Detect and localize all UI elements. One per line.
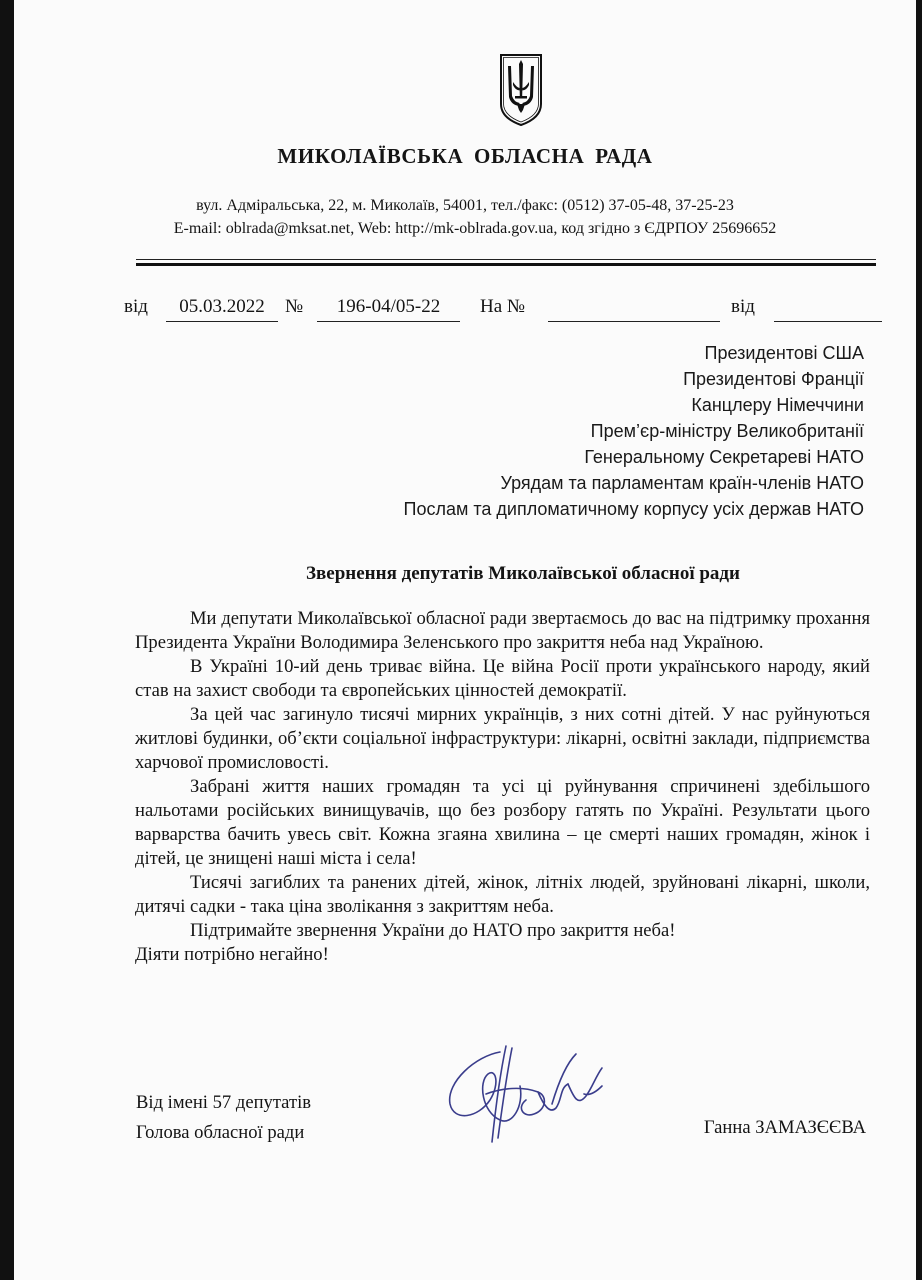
reply-number-field (548, 296, 720, 322)
header-divider-thin (136, 259, 876, 260)
header-divider-thick (136, 263, 876, 266)
reply-number-label: На № (480, 296, 526, 317)
web-email-line: E-mail: oblrada@mksat.net, Web: http://mk-oblrada.gov.ua, код згідно з ЄДРПОУ 25696652 (173, 220, 777, 237)
document-number: 196-04/05-22 (317, 296, 460, 322)
number-label: № (285, 296, 304, 317)
date-label: від (124, 296, 148, 317)
recipient-item: Прем’єр-міністру Великобританії (590, 421, 864, 441)
body-paragraph: Ми депутати Миколаївської обласної ради звертаємось до вас на підтримку прохання Президента України Володимира Зеленського про закриття неба над Україною. (135, 608, 870, 653)
handwritten-signature-icon (426, 1034, 626, 1152)
appeal-title: Звернення депутатів Миколаївської обласної ради (306, 563, 740, 584)
body-paragraph: В Україні 10-ий день триває війна. Це війна Росії проти українського народу, який став на захист свободи та європейських цінностей демократії. (135, 656, 870, 701)
closing-line: Діяти потрібно негайно! (135, 944, 329, 965)
trident-coat-of-arms-icon (498, 52, 544, 128)
reply-date-field (774, 296, 882, 322)
recipient-item: Послам та дипломатичному корпусу усіх держав НАТО (403, 499, 864, 519)
body-paragraph: Забрані життя наших громадян та усі ці руйнування спричинені здебільшого нальотами російських винищувачів, що без розбору гатять по Україні. Результати цього варварства бачить увесь світ. Кожна згаяна хвилина – це смерті наших громадян, жінок і дітей, це знищені наші міста і села! (135, 776, 870, 869)
contact-details (14, 194, 916, 240)
recipient-item: Президентові Франції (683, 369, 864, 389)
recipient-item: Президентові США (704, 343, 864, 363)
recipient-list (404, 340, 864, 522)
signatory-position: Голова обласної ради (136, 1122, 305, 1143)
signatory-block (136, 1088, 311, 1148)
recipient-item: Генеральному Секретареві НАТО (584, 447, 864, 467)
signatory-name: Ганна ЗАМАЗЄЄВА (703, 1117, 866, 1138)
appeal-body (135, 607, 870, 967)
body-paragraph: Тисячі загиблих та ранених дітей, жінок, літніх людей, зруйновані лікарні, школи, дитячі садки - така ціна зволікання з закриттям неба. (135, 872, 870, 917)
organization-name: МИКОЛАЇВСЬКА ОБЛАСНА РАДА (277, 144, 653, 168)
letter-page (14, 0, 916, 1280)
reply-date-label: від (731, 296, 755, 317)
on-behalf-line: Від імені 57 депутатів (136, 1092, 312, 1113)
body-paragraph: Підтримайте звернення України до НАТО про закриття неба! (190, 920, 676, 941)
body-paragraph: За цей час загинуло тисячі мирних українців, з них сотні дітей. У нас руйнуються житлові будинки, об’єкти соціальної інфраструктури: лікарні, освітні заклади, підприємства харчової промисловості. (135, 704, 870, 773)
recipient-item: Урядам та парламентам країн-членів НАТО (500, 473, 864, 493)
address-line: вул. Адміральська, 22, м. Миколаїв, 54001, тел./факс: (0512) 37-05-48, 37-25-23 (196, 197, 734, 214)
document-date: 05.03.2022 (166, 296, 278, 322)
recipient-item: Канцлеру Німеччини (691, 395, 864, 415)
